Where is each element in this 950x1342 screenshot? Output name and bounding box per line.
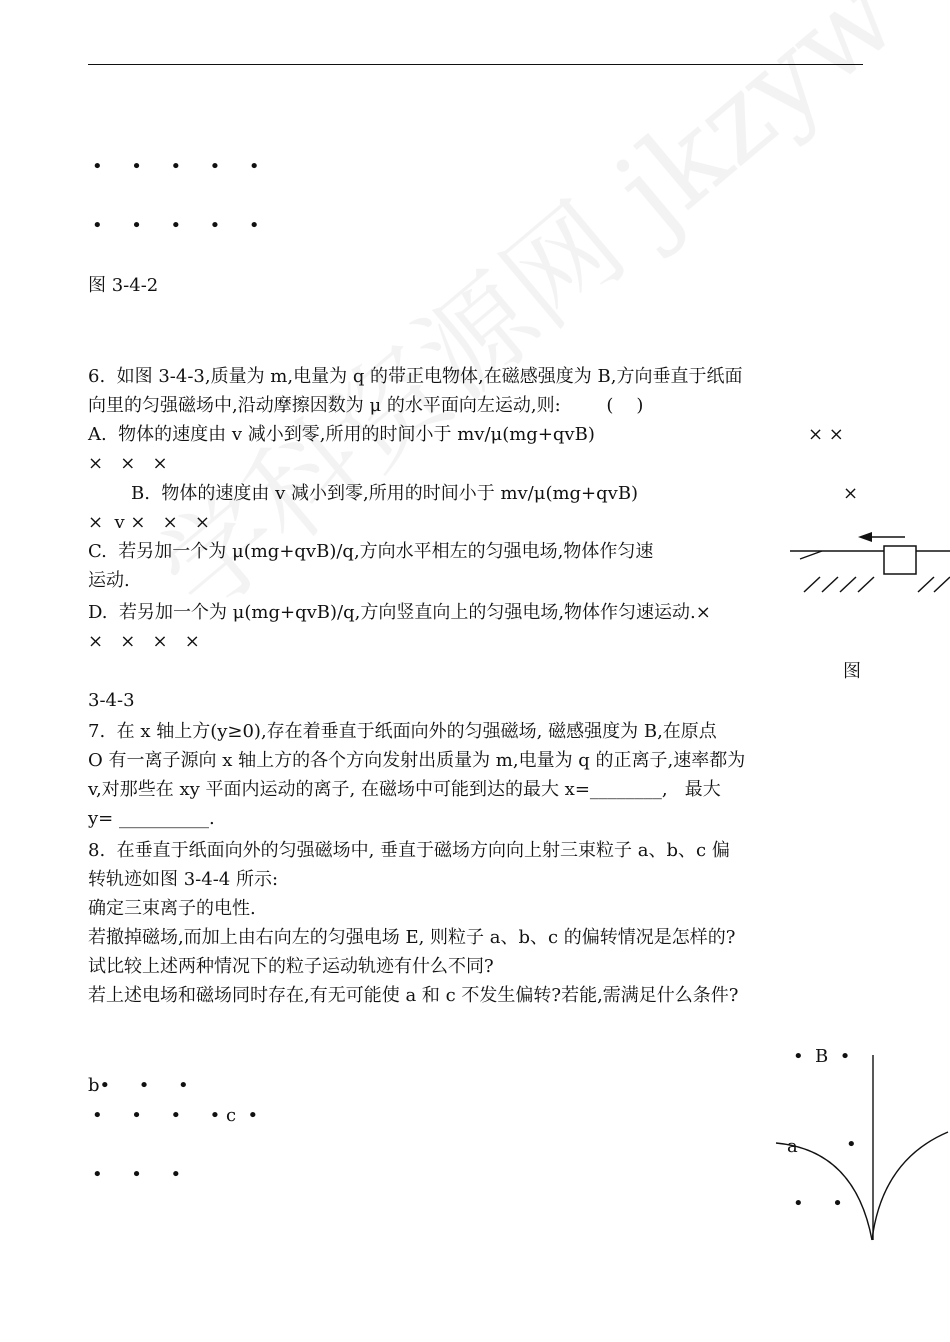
q8-line-4: 若撤掉磁场,而加上由右向左的匀强电场 E, 则粒子 a、b、c 的偏转情况是怎样的? [88,927,736,948]
fig344-dot-right-1: • [846,1134,857,1155]
fig343-surface [790,546,950,592]
fig344-track-c [872,1132,948,1240]
fig344-dots-right-2: • • [793,1193,843,1214]
q6-marks-row-2: × v × × × [88,512,210,533]
fig343-velocity-arrow-icon [858,532,905,542]
q6-option-c-line-2: 运动. [88,570,130,591]
q6-line-1: 6. 如图 3-4-3,质量为 m,电量为 q 的带正电物体,在磁感强度为 B,方向垂直于纸面 [88,366,743,387]
q6-option-b: B. 物体的速度由 v 减小到零,所用的时间小于 mv/μ(mg+qvB) [131,483,639,504]
q6-option-c-line-1: C. 若另加一个为 μ(mg+qvB)/q,方向水平相左的匀强电场,物体作匀速 [88,541,654,562]
fig344-label-a: a [787,1136,798,1157]
q7-line-3: v,对那些在 xy 平面内运动的离子, 在磁场中可能到达的最大 x=________, 最大 [88,779,721,800]
fig344-row-c: • • • • c • [92,1105,259,1126]
fig342-dot-row-2: • • • • • [92,215,260,236]
q7-line-4: y= __________. [88,808,215,829]
q8-line-6: 若上述电场和磁场同时存在,有无可能使 a 和 c 不发生偏转?若能,需满足什么条件? [88,985,739,1006]
q6-marks-row-3: × × × × [88,631,200,652]
q8-line-1: 8. 在垂直于纸面向外的匀强磁场中, 垂直于磁场方向向上射三束粒子 a、b、c 偏 [88,840,730,861]
fig344-label-b-field: • B • [793,1046,851,1067]
fig344-row-3: • • • [92,1164,182,1185]
q6-marks-row-1: × × × [88,453,168,474]
q7-line-2: O 有一离子源向 x 轴上方的各个方向发射出质量为 m,电量为 q 的正离子,速率都为 [88,750,746,771]
q8-line-5: 试比较上述两种情况下的粒子运动轨迹有什么不同? [88,956,494,977]
fig342-dot-row-1: • • • • • [92,156,260,177]
q8-line-3: 确定三束离子的电性. [88,898,256,919]
q7-line-1: 7. 在 x 轴上方(y≥0),存在着垂直于纸面向外的匀强磁场, 磁感强度为 B,在原点 [88,721,717,742]
q6-option-a-marks: × × [808,424,844,445]
fig344-row-b: b• • • [88,1075,189,1096]
fig342-caption: 图 3-4-2 [88,275,159,296]
q6-option-b-marks: × [843,483,859,504]
fig343-caption-part-1: 图 [843,661,861,682]
q8-line-2: 转轨迹如图 3-4-4 所示: [88,869,279,890]
q6-option-a: A. 物体的速度由 v 减小到零,所用的时间小于 mv/μ(mg+qvB) [88,424,595,445]
q6-line-2: 向里的匀强磁场中,沿动摩擦因数为 μ 的水平面向左运动,则: ( ) [88,395,644,416]
q6-option-d: D. 若另加一个为 μ(mg+qvB)/q,方向竖直向上的匀强电场,物体作匀速运动.× [88,602,711,623]
fig343-caption-part-2: 3-4-3 [88,690,135,711]
